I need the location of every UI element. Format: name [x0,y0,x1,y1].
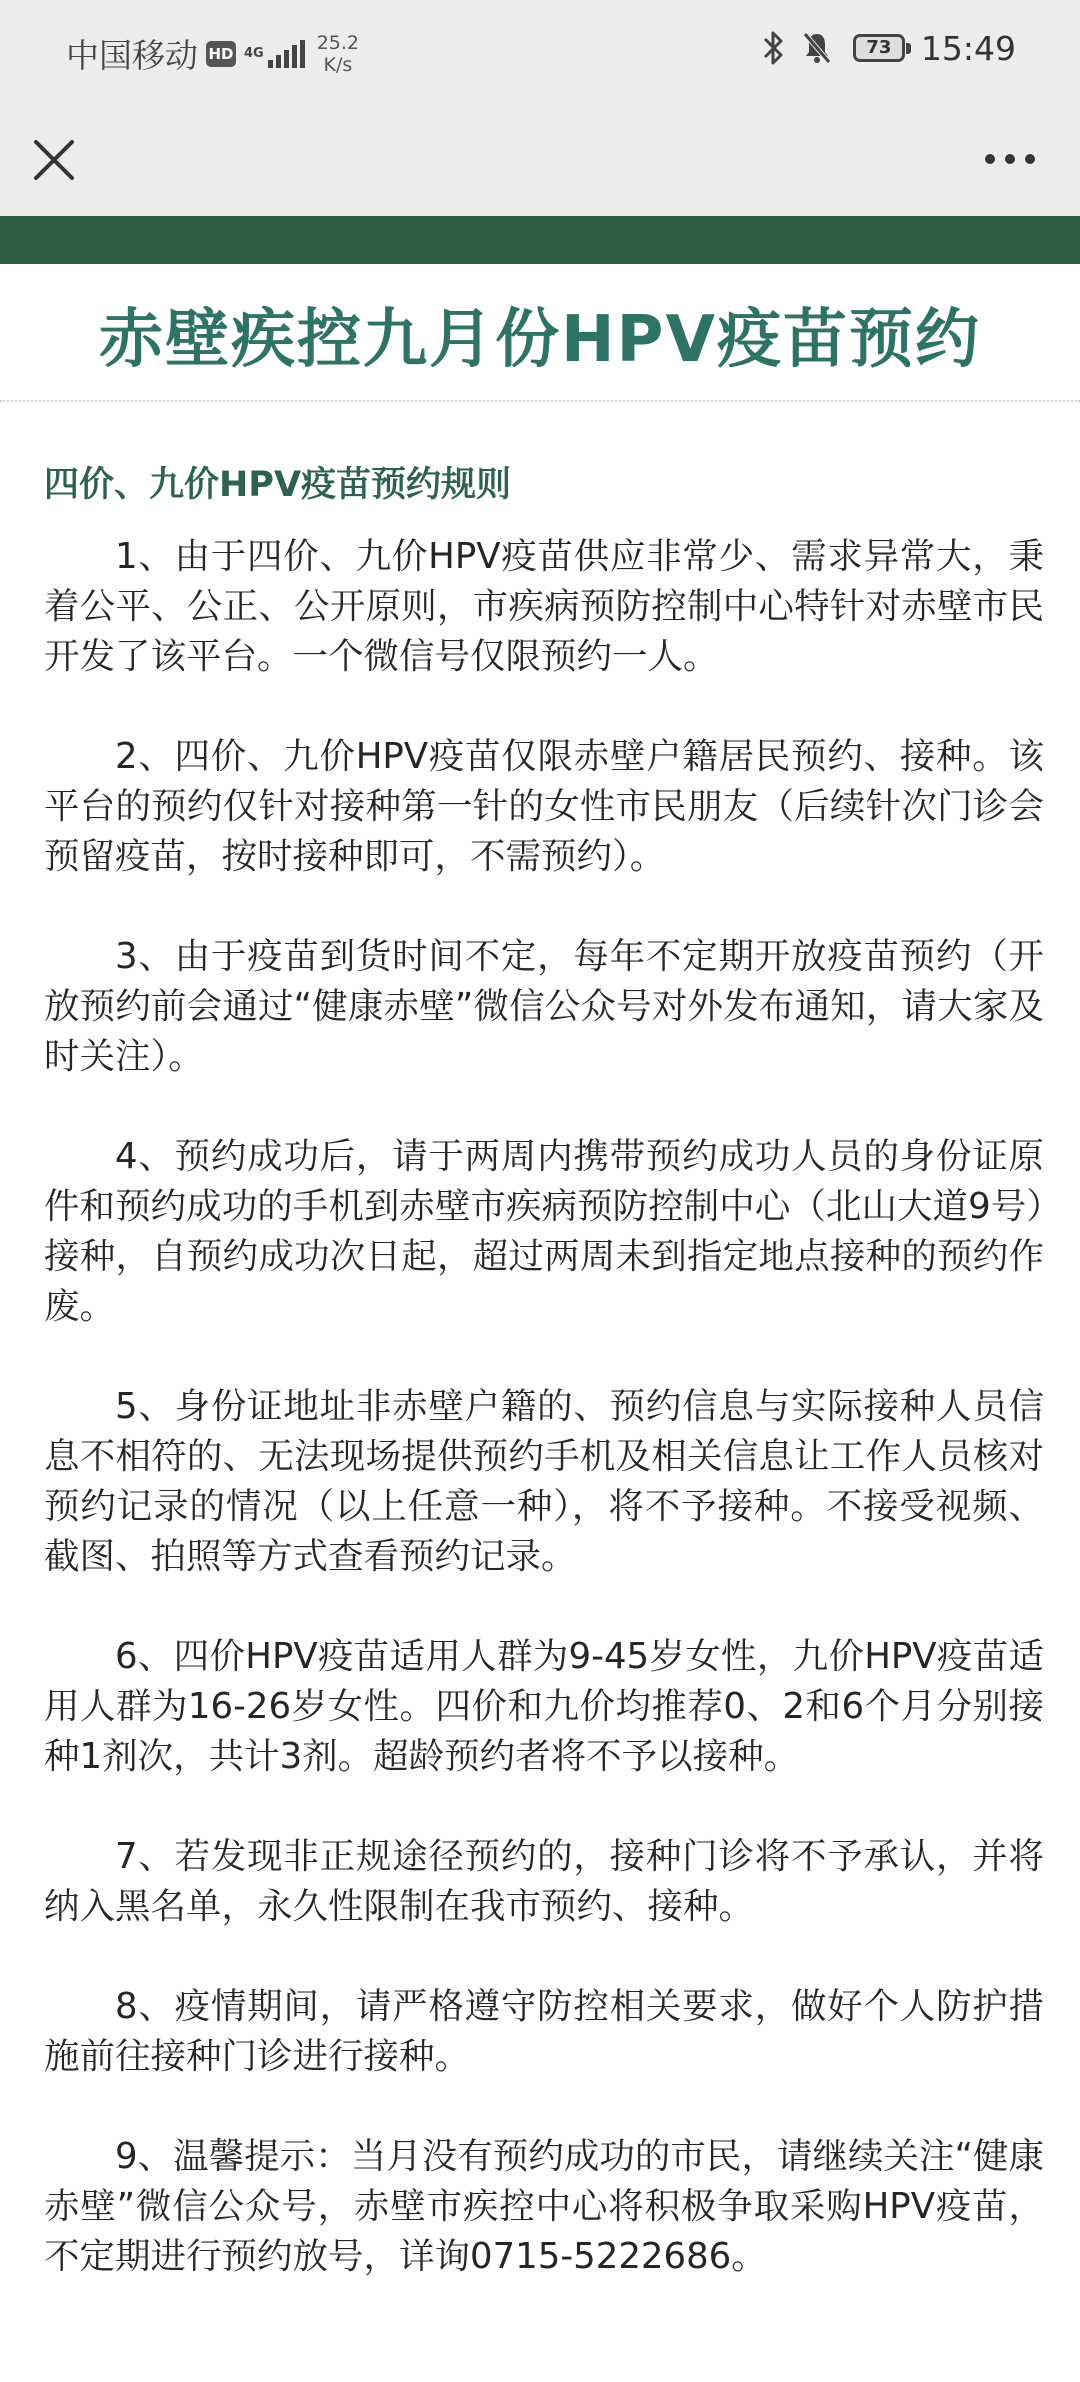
status-right [757,28,1016,68]
bell-muted-icon [801,28,833,68]
rule-item-2: 2、四价、九价HPV疫苗仅限赤壁户籍居民预约、接种。该平台的预约仅针对接种第一针的女性市民朋友（后续针次门诊会预留疫苗，按时接种即可，不需预约）。 [44,736,1044,877]
rule-item-4: 4、预约成功后，请于两周内携带预约成功人员的身份证原件和预约成功的手机到赤壁市疾病预防控制中心（北山大道9号）接种，自预约成功次日起，超过两周未到指定地点接种的预约作废。 [44,1136,1044,1327]
network-speed [317,32,359,76]
article-content [44,460,1044,2332]
status-bar [0,0,1080,106]
page-title: 赤壁疾控九月份HPV疫苗预约 [99,303,981,377]
more-icon[interactable] [980,134,1040,184]
rule-item-3: 3、由于疫苗到货时间不定，每年不定期开放疫苗预约（开放预约前会通过“健康赤壁”微信公众号对外发布通知，请大家及时关注）。 [44,936,1044,1077]
rule-item-6: 6、四价HPV疫苗适用人群为9-45岁女性，九价HPV疫苗适用人群为16-26岁女性。四价和九价均推荐0、2和6个月分别接种1剂次，共计3剂。超龄预约者将不予以接种。 [44,1636,1044,1777]
rule-item-8: 8、疫情期间，请严格遵守防控相关要求，做好个人防护措施前往接种门诊进行接种。 [44,1986,1044,2077]
network-type: 4G [244,46,264,61]
status-left [66,30,359,77]
signal-icon [268,40,305,68]
title-divider [0,400,1080,402]
hd-badge: HD [206,41,236,67]
clock: 15:49 [920,28,1016,68]
rule-item-7: 7、若发现非正规途径预约的，接种门诊将不予承认，并将纳入黑名单，永久性限制在我市预约、接种。 [44,1836,1044,1927]
speed-value: 25.2 [316,31,360,54]
carrier-name: 中国移动 [66,36,198,75]
section-heading: 四价、九价HPV疫苗预约规则 [44,465,512,505]
bluetooth-icon [757,28,789,68]
close-icon[interactable] [28,128,80,190]
rule-item-1: 1、由于四价、九价HPV疫苗供应非常少、需求异常大，秉着公平、公正、公开原则，市疾病预防控制中心特针对赤壁市民开发了该平台。一个微信号仅限预约一人。 [44,536,1044,677]
speed-unit: K/s [323,53,353,76]
rule-item-5: 5、身份证地址非赤壁户籍的、预约信息与实际接种人员信息不相符的、无法现场提供预约手机及相关信息让工作人员核对预约记录的情况（以上任意一种），将不予接种。不接受视频、截图、拍照等方式查看预约记录。 [44,1386,1044,1577]
rule-item-9: 9、温馨提示：当月没有预约成功的市民，请继续关注“健康赤壁”微信公众号，赤壁市疾控中心将积极争取采购HPV疫苗，不定期进行预约放号，详询0715-5222686。 [44,2136,1044,2277]
battery-indicator: 73 [853,34,905,62]
header-strip [0,216,1080,264]
browser-toolbar [0,106,1080,216]
